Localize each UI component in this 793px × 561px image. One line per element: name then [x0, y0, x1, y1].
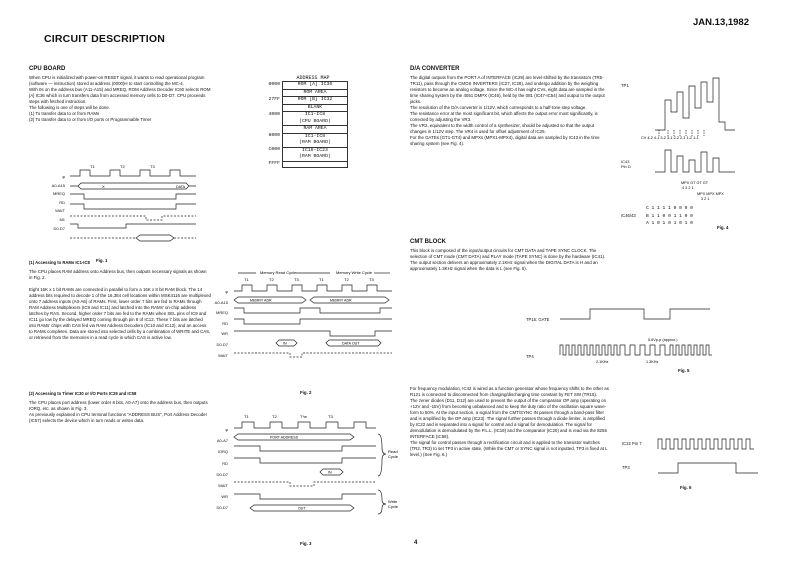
fig4-cv-row: CV 4-2 4-1 3-2 3-1 2-2 2-1 1-2 1-1: [641, 136, 699, 140]
fig4-ic43-line2: Pin D: [621, 164, 631, 169]
fig3-t-label: T3: [328, 414, 333, 419]
address-map-cell-line: (CPU BOARD): [299, 118, 331, 124]
fig5-tp4: TP4: [526, 354, 534, 359]
address-map-title: ADDRESS MAP: [296, 75, 330, 81]
fig4-mpx-nums: 3 2 1: [701, 197, 710, 201]
fig3-read-cycle-2: Cycle: [388, 454, 399, 459]
fig1-signal-label: φ: [62, 174, 65, 179]
fig6-waveform: [658, 435, 768, 480]
fig3-signal-label: WR: [221, 494, 228, 500]
fig4-gate-row: MPX GT GT GT: [681, 181, 709, 185]
fig1-signal-label: WAIT: [55, 208, 65, 214]
fig6-ic22: IC22 Pin 7: [622, 441, 642, 446]
address-map-cell: [283, 126, 348, 134]
address-map-addr: 8000: [268, 133, 280, 138]
fig3-signal-labels: [206, 424, 228, 514]
fig2-t-label: T1: [319, 277, 324, 282]
address-map-cell: [283, 97, 348, 105]
address-map-cell-line: IC1-IC8: [304, 112, 326, 117]
address-map-table: [256, 81, 348, 168]
da-converter-heading: D/A CONVERTER: [410, 66, 460, 72]
fig2-read-cycle: Memory Read Cycle: [260, 270, 297, 275]
fig3-read-cycle-1: Read: [388, 449, 398, 454]
address-map-cell: [283, 89, 348, 97]
fig5-f2: 1.3KHz: [646, 360, 659, 364]
fig3-write-cycle-1: Write: [388, 499, 398, 504]
fig2-mem-addr-read: MEMRY ADR: [250, 298, 272, 303]
fig4-bit-name: B: [646, 213, 649, 219]
fig1-signal-label: RD: [59, 199, 65, 205]
address-map-addr: C000: [268, 147, 280, 152]
ram-heading: (1) Accessing to RAMs IC1-IC8: [29, 260, 90, 265]
cmt-block-heading: CMT BLOCK: [410, 239, 446, 245]
fig4-bit-values: 1 0 1 0 1 0 1 0: [651, 221, 693, 226]
address-map-cell-line: IC16-IC23: [302, 147, 328, 153]
address-map-cell-line: ROM [B] IC32: [297, 97, 333, 102]
fig5-caption: Fig. 5: [678, 368, 690, 373]
fig2-t-label: T2: [269, 277, 274, 282]
ram-text: The CPU places RAM address onto Address bus, then outputs necessary signals as shown in Fig. 2. Eight 16K x 1 bit RAMs are connected in parallel to form a 16K x 8 bit RAM block. The 14 address bits required to decode 1 of the 16,384 cell locations within MSK4116 are multiplexed onto 7 address inputs (A0-A6) of RAMs. First, lower order 7 bits are fed to RAMs through RAM Address Multiplexers (IC9 and IC11) and latched into the RAMs' on-chip address latches by RAS. Second, higher order 7 bits are fed to the RAMs when SEL pins of IC9 and IC11 go low by the delayed MREQ coming through pin 8 of IC12. These 7 bits are latched into RAMs' chips with CAS fed via RAM Address Decoders (IC10 and IC12), and an access to RAMs completes. Data are stored into selected cells by a combination of WRITE and CAS, or retrieved from the memories in a read cycle in which CAS is active low.: [29, 269, 211, 340]
page-date: JAN.13,1982: [693, 17, 749, 28]
page-number: 4: [414, 540, 418, 546]
fig4-caption: Fig. 4: [717, 225, 729, 230]
fig3-write-cycle-2: Cycle: [388, 504, 399, 509]
fig2-t-label: T3: [369, 277, 374, 282]
fig1-t-label: T1: [90, 164, 95, 169]
fig6-tp3: TP3: [622, 465, 630, 470]
address-map-addr: 4000: [268, 111, 280, 117]
address-map-cell-line: ROM AREA: [303, 89, 327, 95]
fig1-signal-label: A0-A15: [51, 182, 65, 188]
address-map-addr: [256, 89, 283, 97]
fig2-signal-label: A0-A15: [214, 299, 228, 305]
fig2-signal-label: φ: [225, 289, 228, 294]
address-map-cell-line: (RAM BOARD): [299, 154, 331, 159]
fig2-write-cycle: Memory Write Cycle: [336, 270, 372, 275]
cmt-block-text: This block is composed of the input/output circuits for CMT DATA and TAPE SYNC CLOCK. The selection of CMT mode (CMT DATA) and PLAY mode (TAPE SYNC) is done by the hardware (IC41). The output section delivers an approximately 2.1KHz signal when the DIGITAL DATA is H and an approximately 1.3KHz signal when the data is L (see Fig. 5).: [410, 248, 606, 271]
fig2-t-label: T2: [344, 277, 349, 282]
fig3-t-label: T1: [244, 414, 249, 419]
fig4-bit-row: [646, 220, 693, 228]
fig4-bit-row: [646, 213, 693, 221]
fig3-signal-label: RD: [222, 460, 228, 466]
fig3-out-label: OUT: [298, 506, 306, 511]
fig3-signal-label: D0-D7: [216, 505, 228, 511]
fig3-t-label: T*w: [300, 414, 307, 419]
fig2-caption: Fig. 2: [300, 390, 312, 395]
address-map-cell: [283, 147, 348, 161]
fig3-caption: Fig. 3: [300, 541, 312, 546]
cpu-board-text: When CPU is initialized with power-on RESET signal, it wants to read operational program (software — instruction) stored at address (0000)H to start controlling the MC-4. With 0s on the address bus (A11-A15) and MREQ, ROM Address Decoder IC60 selects ROM [A] IC36 which in turn transfers data from accessed memory cells to D0-D7. CPU proceeds steps with fetched instruction. The following is one of steps will be done. (1) To transfer data to or from RAMs (2) To transfer data to or from I/O ports or Programmable Timer: [29, 75, 211, 122]
address-map-cell: [283, 161, 348, 168]
timer-text: The CPU places port address (lower order 8 bits, A0-A7) onto the address bus, then outputs IORQ, etc. as shown in Fig. 3. As previously explained in CPU terminal functions "ADDRESS BUS", Port Address Decoder (IC57) selects the device which in turn reads or writes data.: [29, 400, 208, 423]
fig4-bit-name: C: [646, 206, 649, 211]
fig4-ic-label: IC46/43: [621, 213, 636, 218]
fig1-signal-label: MREQ: [53, 191, 65, 197]
fig2-data-in: IN: [283, 341, 287, 346]
fig1-caption: Fig. 1: [96, 258, 108, 263]
address-map-cell-line: IC1-IC8: [304, 133, 326, 139]
fig3-t-label: T2: [272, 414, 277, 419]
address-map-addr: FFFF: [268, 161, 280, 166]
fig4-bit-name: A: [646, 221, 649, 226]
address-map-addr: [256, 126, 283, 134]
fig2-timing-diagram: [230, 269, 400, 369]
fig1-signal-labels: [43, 173, 65, 233]
page-title: CIRCUIT DESCRIPTION: [44, 33, 166, 45]
fig4-bit-table: [646, 205, 693, 228]
fig3-in-label: IN: [328, 470, 332, 475]
fig5-vpp: 5.6Vp-p (approx.): [648, 338, 678, 342]
fig3-timing-diagram: [230, 410, 400, 520]
fig1-valid-label: DATA: [176, 185, 186, 189]
fig1-t-label: T2: [120, 164, 125, 169]
address-map-cell-line: RAM AREA: [303, 126, 327, 131]
fig1-t-label: T3: [150, 164, 155, 169]
address-map-cell: [283, 82, 348, 90]
fig1-bus-label: X: [102, 184, 105, 189]
fig2-signal-label: D0-D7: [216, 341, 228, 347]
fig4-ic43-label: [621, 159, 631, 169]
address-map-cell-line: ROM [A] IC36: [297, 82, 333, 87]
fig3-signal-label: D0-D7: [216, 471, 228, 477]
fig1-signal-label: D0-D7: [53, 225, 65, 231]
address-map-cell: [283, 104, 348, 112]
address-map-cell: [283, 112, 348, 126]
fig4-tp1: TP1: [621, 83, 629, 88]
timer-heading: (2) Accessing to Timer IC30 or I/O Ports IC29 and IC58: [29, 391, 137, 396]
fig1-timing-diagram: [66, 166, 206, 248]
address-map-addr: [256, 104, 283, 112]
fig2-signal-label: RD: [222, 320, 228, 326]
fig2-data-out: DATA OUT: [342, 341, 360, 346]
cpu-board-heading: CPU BOARD: [29, 66, 66, 72]
fig3-signal-label: WAIT: [218, 483, 228, 489]
fig2-mem-addr-write: MEMRY ADR: [330, 298, 352, 303]
fig5-tp15: TP15: GATE: [526, 317, 550, 322]
fig2-signal-label: WR: [221, 331, 228, 337]
fig2-t-label: T1: [244, 277, 249, 282]
fig3-signal-label: A0-A7: [216, 438, 228, 444]
address-map: [256, 75, 348, 168]
fig4-ic43-line1: IC43: [621, 159, 630, 164]
address-map-cell-line: BLANK: [307, 104, 323, 110]
fig3-signal-label: φ: [225, 427, 228, 432]
address-map-addr: 27FF: [268, 96, 280, 102]
fig2-t-label: T3: [294, 277, 299, 282]
fig2-signal-label: WAIT: [218, 352, 228, 358]
fig6-caption: Fig. 6: [680, 485, 692, 490]
fig4-bit-values: 1 1 1 1 0 0 0 0: [651, 206, 693, 211]
fig1-signal-label: M1: [59, 216, 65, 222]
address-map-cell: [283, 133, 348, 147]
fig4-gate-nums: 4 3 2 1: [682, 186, 694, 190]
fig5-waveform: [560, 305, 740, 365]
fig5-f1: 2.1KHz: [596, 360, 609, 364]
address-map-addr: 0000: [268, 81, 280, 87]
fig4-bit-row: [646, 205, 693, 213]
fig4-bit-values: 1 1 0 0 1 1 0 0: [651, 213, 693, 219]
fig4-mpx-row: MPX MPX MPX: [697, 192, 724, 196]
fig2-signal-label: MREQ: [216, 310, 228, 316]
fig3-port-addr: PORT ADDRESS: [270, 435, 299, 440]
fig4-waveform: [641, 72, 775, 222]
freq-mod-text: For frequency modulation, IC42 is wired as a function generator whose frequency shifts to the other as R121 is connected to disconnected from charging/discharging time constant by FET SW (TR15). The zener diodes (D11, D12) are used to prevent the output of the comparator OP amp (operating on +12V and -15V) from becoming unbalanced and to keep the duty ratio of the oscillation square wave-form to 50%. At the input section, a signal from the CMT/SYNC IN passes through a band-pass filter and is amplified by the OP amp (IC23). The signal further passes through a diode limiter, is amplified by IC22 and is separated into a signal for control and a signal for demodulation. The signal for demodulation is demodulated by the P.L.L. (IC19) and the comparator (IC20) and is read via the 8255 INTERFACE (IC58). The signal for control passes through a rectification circuit and is applied to the transistor switches (TR2, TR3) to set TP3 in active state. (While the CMT or SYNC signal is not inputted, TP3 is fixed at L level.) (See Fig. 6.): [410, 386, 609, 457]
fig2-signal-labels: [206, 287, 228, 361]
address-map-cell-line: (RAM BOARD): [299, 140, 331, 145]
da-converter-text: The digital outputs from the PORT A of INTERFACE (IC29) are level-shifted by the transistors (TR5-TR11), pass through the CMOS INVERTERS (IC27, IC28), and undergo addition by the weighing resistors to become an analog voltage. Since the MC-4 has eight CVs, eight data are sampled in the time sharing system by the 4051 DMPX (IC46), held by the 081 (IC47-IC54) and output to the output jacks. The resolution of the D/A converter is 1/12V, which corresponds to a half-tone step voltage. The resistance error at the most significant bit, which affects the output error most significantly, is corrected by adjusting the VR3. The VR2, equivalent to the width control of a synthesizer, should be adjusted so that the output changes in 1/12V step. The VR4 is used for offset adjustment of IC25. For the GATEs (GT1-GT4) and MPXs (MPX1-MPX4), digital data are sampled by IC43 in the time sharing system (see Fig. 4).: [410, 75, 605, 146]
fig3-signal-label: IORQ: [217, 449, 228, 455]
